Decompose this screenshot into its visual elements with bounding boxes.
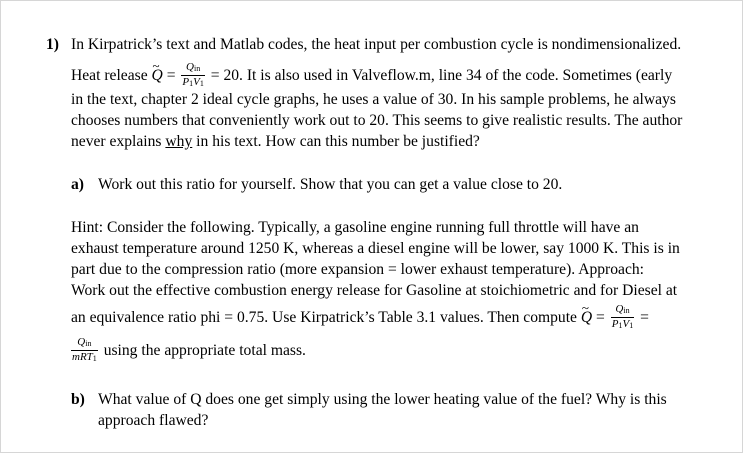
text-line: = 20. It is also used in Valveflow.m, line 34 of the code. Sometimes (early: [210, 67, 673, 85]
question-1-line-3: in the text, chapter 2 ideal cycle graphs, he uses a value of 30. In his sample problems, he always: [71, 91, 676, 108]
hint-line-2: exhaust temperature around 1250 K, whereas a diesel engine will be lower, say 1000 K. This is in: [71, 240, 680, 257]
text-line: Work out this ratio for yourself. Show that you can get a value close to 20.: [98, 176, 563, 193]
fraction-numerator: $Q_{in}$: [181, 62, 204, 76]
fraction-qin-over-p1v1: [611, 304, 634, 331]
text-line: In Kirpatrick’s text and Matlab codes, the heat input per combustion cycle is nondimensionalized.: [71, 36, 682, 53]
fraction-qin-over-p1v1: [181, 62, 204, 89]
text-line: Heat release: [71, 67, 148, 85]
text-line: using the appropriate total mass.: [103, 342, 306, 360]
fraction-denominator: mRT$_1$: [72, 351, 97, 363]
part-a-line: [71, 175, 562, 195]
hint-line-4: Work out the effective combustion energy release for Gasoline at stoichiometric and for Diesel at: [71, 282, 678, 299]
part-b-label: b): [71, 391, 85, 408]
question-number: 1): [46, 36, 59, 53]
part-b-line-1: [71, 390, 667, 410]
hint-line-6: [71, 338, 306, 365]
fraction-numerator: $Q_{in}$: [611, 304, 634, 318]
text-line: in his text. How can this number be justified?: [196, 133, 480, 150]
q-tilde-symbol: ~ Q: [152, 67, 163, 84]
text-line: an equivalence ratio phi = 0.75. Use Kirpatrick’s Table 3.1 values. Then compute: [71, 309, 577, 327]
fraction-numerator: $Q_{in}$: [71, 337, 98, 351]
question-1-line-5: [71, 132, 480, 152]
question-1-line-1: [46, 35, 681, 55]
underlined-word: why: [165, 133, 193, 150]
part-a-label: a): [71, 176, 84, 193]
hint-line-1: Hint: Consider the following. Typically, a gasoline engine running full throttle will have an: [71, 219, 639, 236]
q-tilde-symbol: ~ Q: [581, 309, 592, 326]
fraction-qin-over-mrt1: [71, 337, 98, 364]
question-1-line-4: chooses numbers that conveniently work out to 20. This seems to give realistic results. The author: [71, 112, 683, 129]
text-line: never explains: [71, 133, 162, 150]
hint-line-3: part due to the compression ratio (more expansion = lower exhaust temperature). Approach:: [71, 261, 645, 278]
fraction-denominator: $P_1V_1$: [611, 318, 634, 330]
part-b-line-2: approach flawed?: [98, 412, 209, 429]
text-line: What value of Q does one get simply using the lower heating value of the fuel? Why is this: [98, 391, 667, 408]
fraction-denominator: $P_1V_1$: [182, 76, 204, 88]
hint-line-5: an equivalence ratio phi = 0.75. Use Kirpatrick’s Table 3.1 values. Then compute ~ Q = $\frac{Q_{in}}{P_1V_1}$ =: [71, 305, 649, 332]
question-1-line-2: Heat release ~ Q = $\frac{Q_{in}}{P_1V_1}$ = 20. It is also used in Valveflow.m, line 34 of the code. Sometimes (early: [71, 63, 672, 90]
